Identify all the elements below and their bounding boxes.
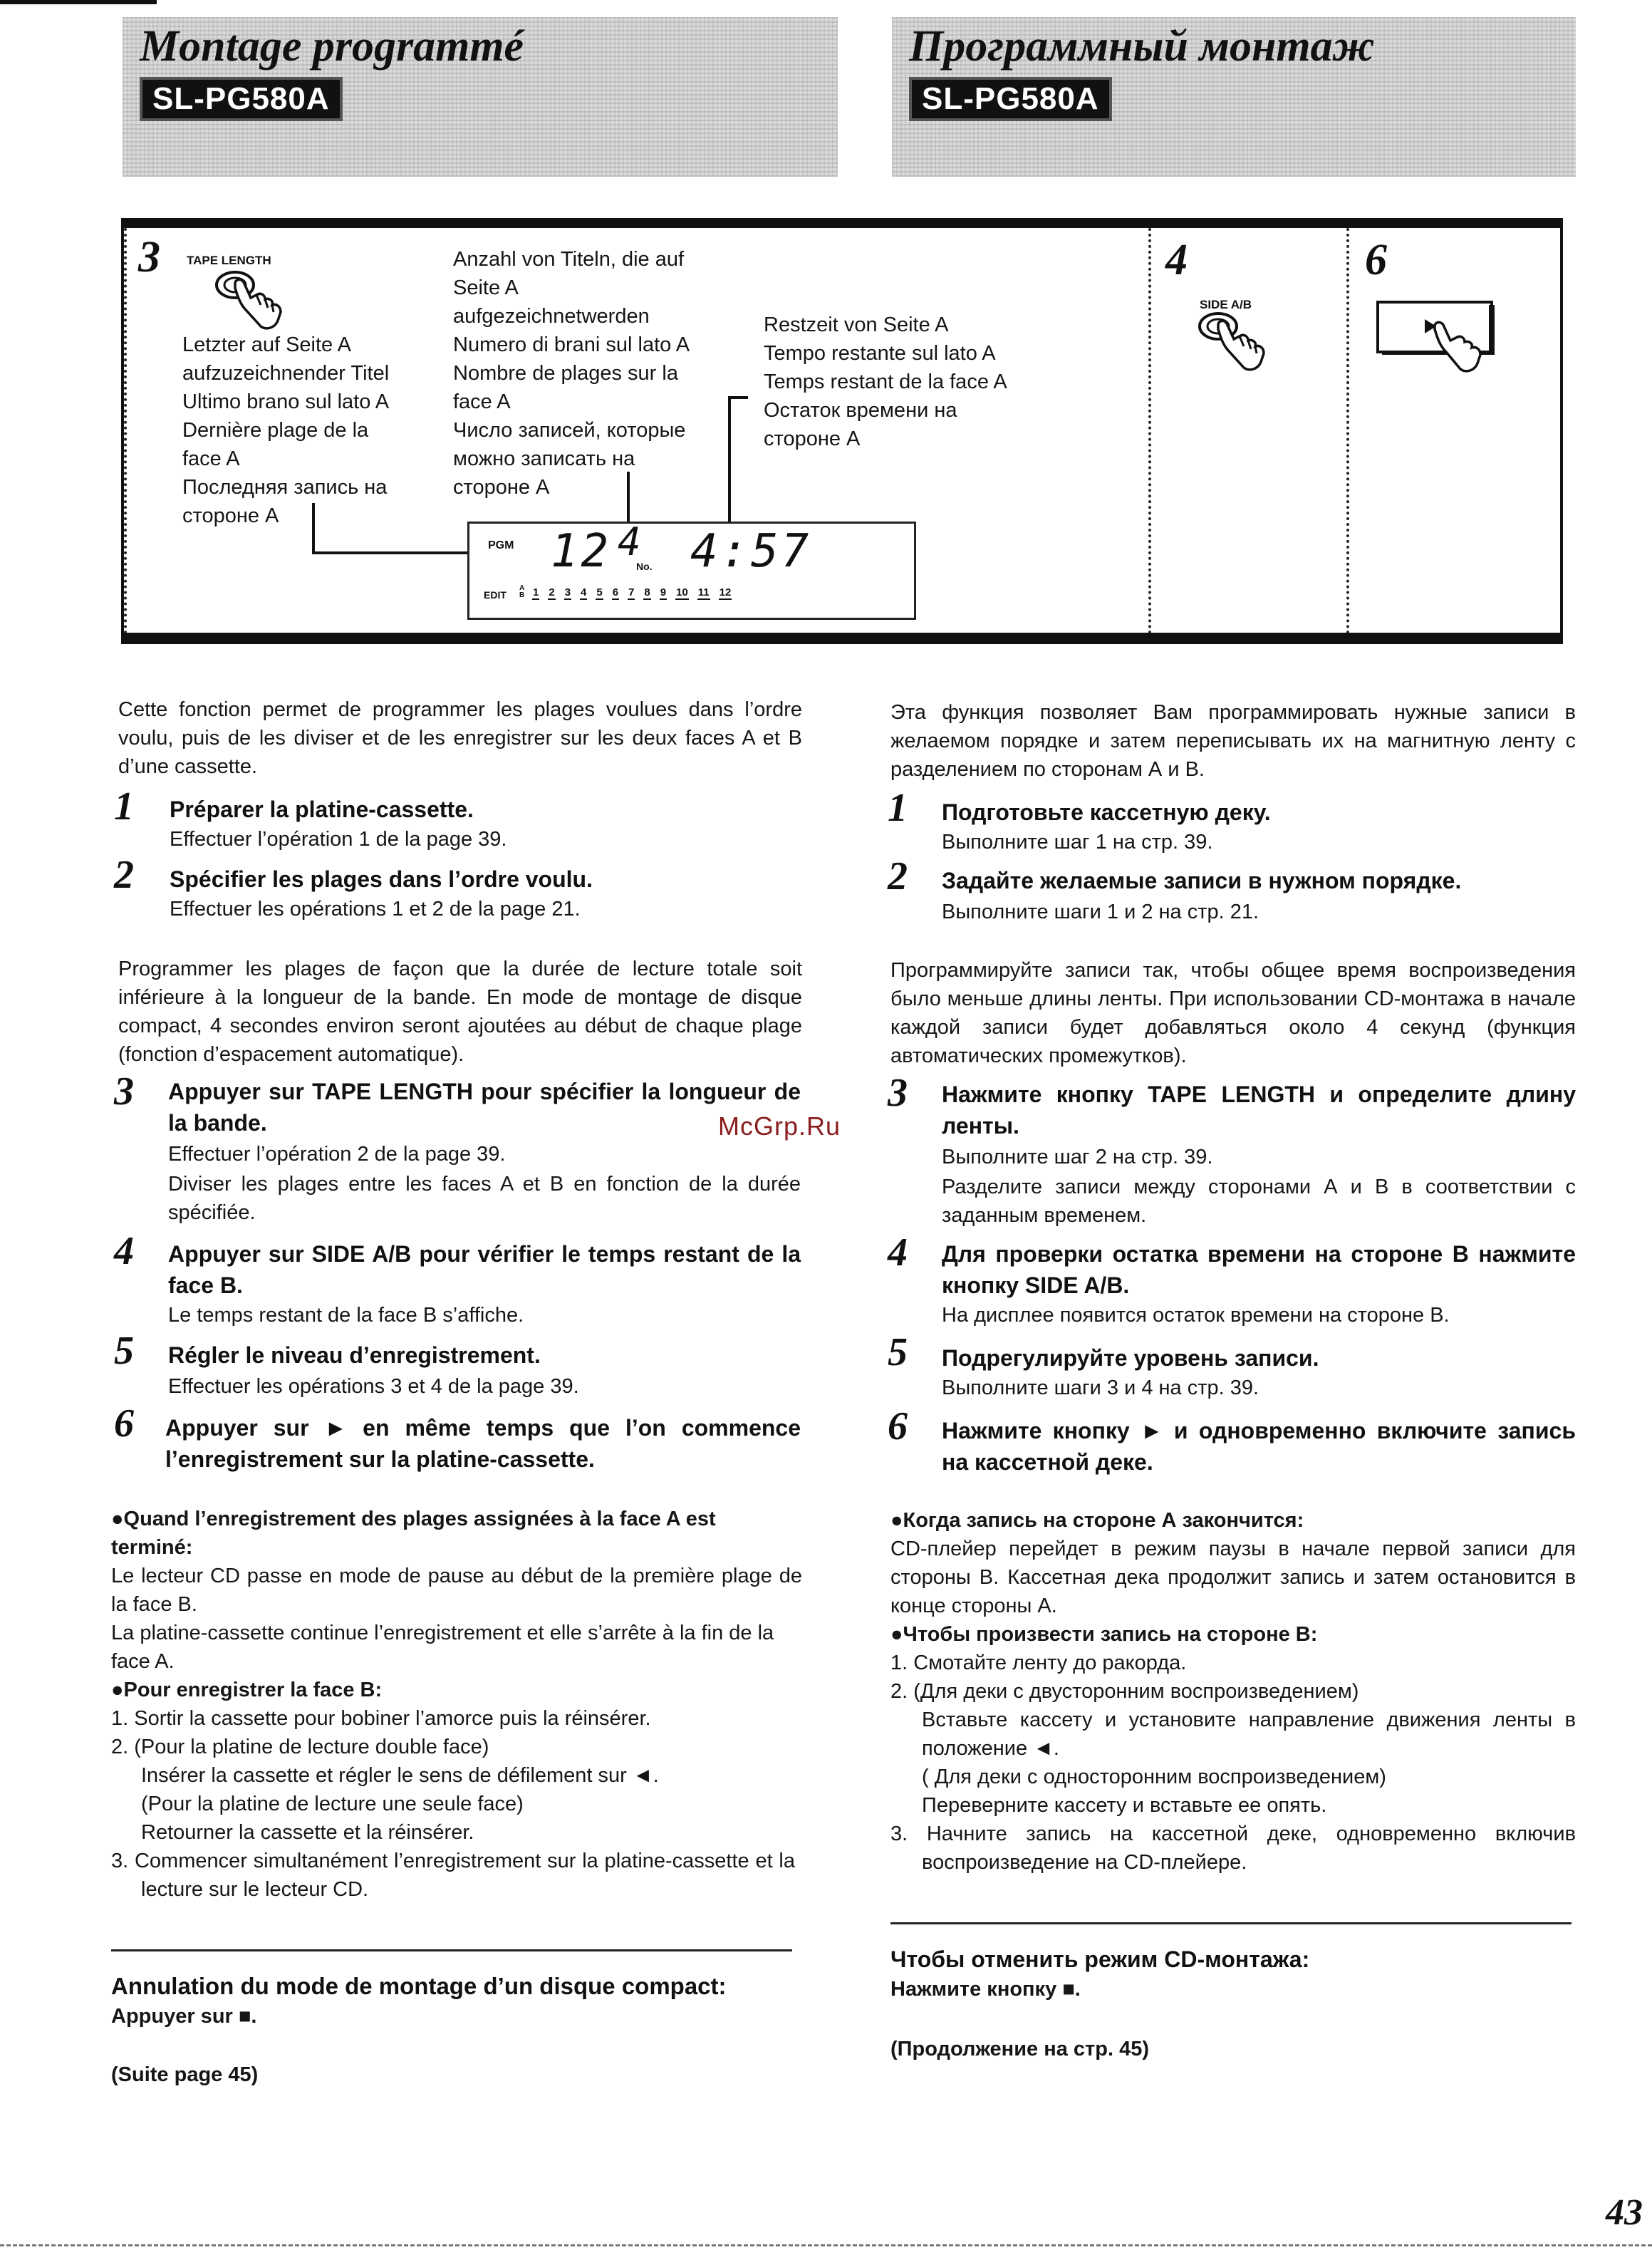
diagram-step-3: 3 [138, 233, 160, 281]
label-remain-line: Остаток времени на [764, 399, 957, 422]
label-last-title-line: стороне А [182, 504, 279, 527]
ru-rec-item-2b: ( Для деки с односторонним воспроизведением) [922, 1766, 1386, 1788]
label-remain-line: Tempo restante sul lato A [764, 342, 996, 365]
lcd-tick: 1 [533, 586, 539, 598]
ru-paragraph: Программируйте записи так, чтобы общее время воспроизведения было меньше длины ленты. При использовании CD-монтажа в начале каждой записи будет добавляться около 4 секунд (функция автоматических промежутков). [890, 959, 1576, 1067]
ru-rec-item-2: 2. (Для деки с двусторонним воспроизведением) [890, 1680, 1359, 1703]
ru-step-6-title: Нажмите кнопку ► и одновременно включите запись на кассетной деке. [942, 1418, 1576, 1475]
fr-step-4-title: Appuyer sur SIDE A/B pour vérifier le temps restant de la face B. [168, 1241, 801, 1298]
ru-rec-item-2a: Вставьте кассету и установите направление движения ленты в положение ◄. [922, 1709, 1576, 1760]
label-num-titles-line: Anzahl von Titeln, die auf [453, 248, 685, 271]
lcd-tick: 7 [628, 586, 635, 598]
label-num-titles-line: Число записей, которые [453, 419, 686, 442]
fr-step-3-number: 3 [114, 1069, 134, 1114]
label-num-titles-line: стороне А [453, 476, 550, 499]
label-num-titles-line: можно записать на [453, 447, 635, 470]
ru-step-3-text-2: Разделите записи между сторонами А и В в соответствии с заданным временем. [942, 1176, 1576, 1227]
lcd-tick: 2 [549, 586, 555, 598]
ru-rec-item-3: 3. Начните запись на кассетной деке, одновременно включив воспроизведение на CD-плейере. [890, 1823, 1576, 1874]
fr-rec-heading: ●Pour enregistrer la face B: [111, 1679, 383, 1701]
ru-step-1-text: Выполните шаг 1 на стр. 39. [942, 831, 1213, 854]
ru-cancel-heading: Чтобы отменить режим CD-монтажа: [890, 1946, 1310, 1972]
tape-length-button-icon [207, 269, 292, 335]
label-number-of-titles [453, 245, 690, 502]
label-remain-line: Restzeit von Seite A [764, 313, 949, 336]
ru-step-1-title: Подготовьте кассетную деку. [942, 799, 1271, 825]
label-num-titles-line: aufgezeichnetwerden [453, 305, 650, 328]
lcd-tick: 12 [719, 586, 732, 598]
lcd-ab: A B [519, 584, 525, 599]
fr-step-3-text-2: Diviser les plages entre les faces A et B en fonction de la durée spécifiée. [168, 1173, 801, 1224]
ru-step-5-number: 5 [888, 1330, 908, 1374]
header-fr [123, 17, 838, 177]
label-last-title [182, 331, 389, 530]
fr-step-3-title: Appuyer sur TAPE LENGTH pour spécifier la longueur de la bande. [168, 1079, 801, 1136]
lcd-pgm: PGM [488, 539, 514, 551]
lcd-display [467, 519, 916, 620]
fr-step-6-number: 6 [114, 1401, 134, 1446]
fr-when-heading: ●Quand l’enregistrement des plages assignées à la face A est terminé: [111, 1508, 716, 1559]
fr-paragraph: Programmer les plages de façon que la durée de lecture totale soit inférieure à la longueur de la bande. En mode de montage de disque compact, 4 secondes environ seront ajoutées au début de chaque plage (fonction d’espacement automatique). [118, 958, 802, 1066]
ru-step-4-title: Для проверки остатка времени на стороне В нажмите кнопку SIDE A/B. [942, 1241, 1576, 1298]
ru-step-5-text: Выполните шаги 3 и 4 на стр. 39. [942, 1377, 1259, 1399]
fr-when-p1: Le lecteur CD passe en mode de pause au début de la première plage de la face B. [111, 1565, 802, 1616]
ru-step-3-title: Нажмите кнопку TAPE LENGTH и определите длину ленты. [942, 1082, 1576, 1139]
lcd-time: 4:57 [690, 525, 812, 578]
fr-step-6-title: Appuyer sur ► en même temps que l’on commence l’enregistrement sur la platine-cassette. [165, 1415, 801, 1472]
lcd-no: No. [636, 561, 653, 572]
ru-when-heading: ●Когда запись на стороне А закончится: [890, 1509, 1304, 1532]
label-last-title-line: Dernière plage de la [182, 419, 369, 442]
fr-cancel-heading: Annulation du mode de montage d’un disque compact: [111, 1973, 727, 1999]
lcd-track-ticks [532, 586, 732, 600]
fr-step-4-number: 4 [114, 1229, 134, 1273]
fr-rec-item-2: 2. (Pour la platine de lecture double face) [111, 1736, 489, 1758]
diagram-dotted-left [124, 228, 127, 634]
fr-step-5-number: 5 [114, 1329, 134, 1373]
fr-step-1-number: 1 [114, 784, 134, 829]
fr-rec-item-2b: (Pour la platine de lecture une seule face) [141, 1793, 524, 1815]
ru-step-1-number: 1 [888, 786, 908, 830]
fr-step-5-title: Régler le niveau d’enregistrement. [168, 1342, 541, 1368]
lcd-tick: 10 [676, 586, 688, 598]
label-last-title-line: aufzuzeichnender Titel [182, 362, 390, 385]
ru-step-2-title: Задайте желаемые записи в нужном порядке. [942, 868, 1462, 893]
ru-rec-item-1: 1. Смотайте ленту до ракорда. [890, 1652, 1187, 1674]
fr-step-1-title: Préparer la platine-cassette. [170, 797, 474, 822]
lcd-track-number: 12 [551, 525, 612, 578]
fr-model-badge: SL-PG580A [140, 77, 343, 121]
lcd-edit: EDIT [484, 589, 506, 601]
lcd-tick: 8 [644, 586, 650, 598]
bottom-edge-line [0, 2244, 1652, 2246]
ru-step-4-text: На дисплее появится остаток времени на стороне В. [942, 1304, 1450, 1327]
fr-step-1-text: Effectuer l’opération 1 de la page 39. [170, 828, 507, 851]
fr-rec-item-1: 1. Sortir la cassette pour bobiner l’amorce puis la réinsérer. [111, 1707, 651, 1730]
label-last-title-line: Letzter auf Seite A [182, 333, 351, 356]
leader-line-last-v [312, 503, 315, 554]
lcd-tick: 4 [581, 586, 587, 598]
ru-step-6-number: 6 [888, 1404, 908, 1448]
fr-step-2-text: Effectuer les opérations 1 et 2 de la page 21. [170, 898, 581, 921]
label-remaining-time [764, 311, 1007, 453]
fr-title: Montage programmé [140, 22, 524, 71]
fr-when-p2: La platine-cassette continue l’enregistrement et elle s’arrête à la fin de la face A. [111, 1622, 774, 1673]
fr-intro: Cette fonction permet de programmer les plages voulues dans l’ordre voulu, puis de les diviser et de les enregistrer sur les deux faces A et B d’une cassette. [118, 698, 802, 778]
lcd-tick: 11 [697, 586, 710, 598]
play-button-icon [1375, 298, 1503, 390]
fr-step-5-text: Effectuer les opérations 3 et 4 de la page 39. [168, 1375, 579, 1398]
corner-mark [0, 0, 157, 4]
diagram-step-6: 6 [1365, 236, 1387, 284]
fr-step-2-number: 2 [114, 853, 134, 897]
label-last-title-line: face A [182, 447, 240, 470]
label-num-titles-line: Numero di brani sul lato A [453, 333, 690, 356]
side-ab-button-icon [1190, 311, 1275, 376]
diagram-step-4: 4 [1165, 236, 1188, 284]
lcd-tick: 3 [564, 586, 571, 598]
leader-line-remain-v [728, 396, 731, 532]
fr-step-2-title: Spécifier les plages dans l’ordre voulu. [170, 866, 593, 892]
label-num-titles-line: face A [453, 390, 511, 413]
ru-when-p1: CD-плейер перейдет в режим паузы в начале первой записи для стороны В. Кассетная дека продолжит запись и затем остановится в конце стороны А. [890, 1538, 1576, 1617]
label-num-titles-line: Seite A [453, 276, 519, 299]
label-remain-line: стороне А [764, 427, 861, 450]
label-last-title-line: Ultimo brano sul lato A [182, 390, 390, 413]
ru-continued: (Продолжение на стр. 45) [890, 2038, 1149, 2060]
ru-cancel-text: Нажмите кнопку ■. [890, 1978, 1081, 2001]
ru-step-3-text-1: Выполните шаг 2 на стр. 39. [942, 1146, 1213, 1168]
fr-divider [111, 1949, 792, 1951]
ru-rec-item-2c: Переверните кассету и вставьте ее опять. [922, 1794, 1327, 1817]
label-last-title-line: Последняя запись на [182, 476, 388, 499]
fr-rec-item-3: 3. Commencer simultanément l’enregistrement sur la platine-cassette et la lecture sur le lecteur CD. [111, 1850, 795, 1901]
ru-title: Программный монтаж [909, 22, 1375, 71]
leader-line-remain-h [728, 396, 748, 399]
ru-step-4-number: 4 [888, 1230, 908, 1275]
lcd-tick: 5 [596, 586, 603, 598]
watermark: McGrp.Ru [718, 1111, 841, 1141]
ru-intro: Эта функция позволяет Вам программировать нужные записи в желаемом порядке и затем переписывать их на магнитную ленту с разделением по сторонам А и В. [890, 701, 1576, 781]
fr-continued: (Suite page 45) [111, 2063, 259, 2086]
header-ru [892, 17, 1576, 177]
fr-cancel-text: Appuyer sur ■. [111, 2005, 257, 2028]
ru-step-5-title: Подрегулируйте уровень записи. [942, 1345, 1319, 1371]
ru-step-2-number: 2 [888, 854, 908, 898]
ru-divider [890, 1922, 1572, 1924]
ru-step-3-number: 3 [888, 1071, 908, 1115]
lcd-tick: 6 [612, 586, 619, 598]
fr-step-4-text: Le temps restant de la face B s’affiche. [168, 1304, 524, 1327]
diagram-dotted-divider-2 [1346, 228, 1349, 634]
fr-rec-item-2a: Insérer la cassette et régler le sens de défilement sur ◄. [141, 1764, 659, 1787]
tape-length-label: TAPE LENGTH [187, 254, 271, 267]
lcd-count: 4 [618, 519, 644, 564]
label-remain-line: Temps restant de la face A [764, 370, 1007, 393]
ru-model-badge: SL-PG580A [909, 77, 1112, 121]
side-ab-label: SIDE A/B [1200, 298, 1252, 311]
fr-step-3-text-1: Effectuer l’opération 2 de la page 39. [168, 1143, 506, 1166]
diagram-dotted-divider-1 [1148, 228, 1151, 634]
page-number: 43 [1606, 2192, 1643, 2233]
fr-rec-item-2c: Retourner la cassette et la réinsérer. [141, 1821, 474, 1844]
label-num-titles-line: Nombre de plages sur la [453, 362, 678, 385]
ru-rec-heading: ●Чтобы произвести запись на стороне В: [890, 1623, 1318, 1646]
lcd-tick: 9 [660, 586, 667, 598]
ru-step-2-text: Выполните шаги 1 и 2 на стр. 21. [942, 901, 1259, 923]
